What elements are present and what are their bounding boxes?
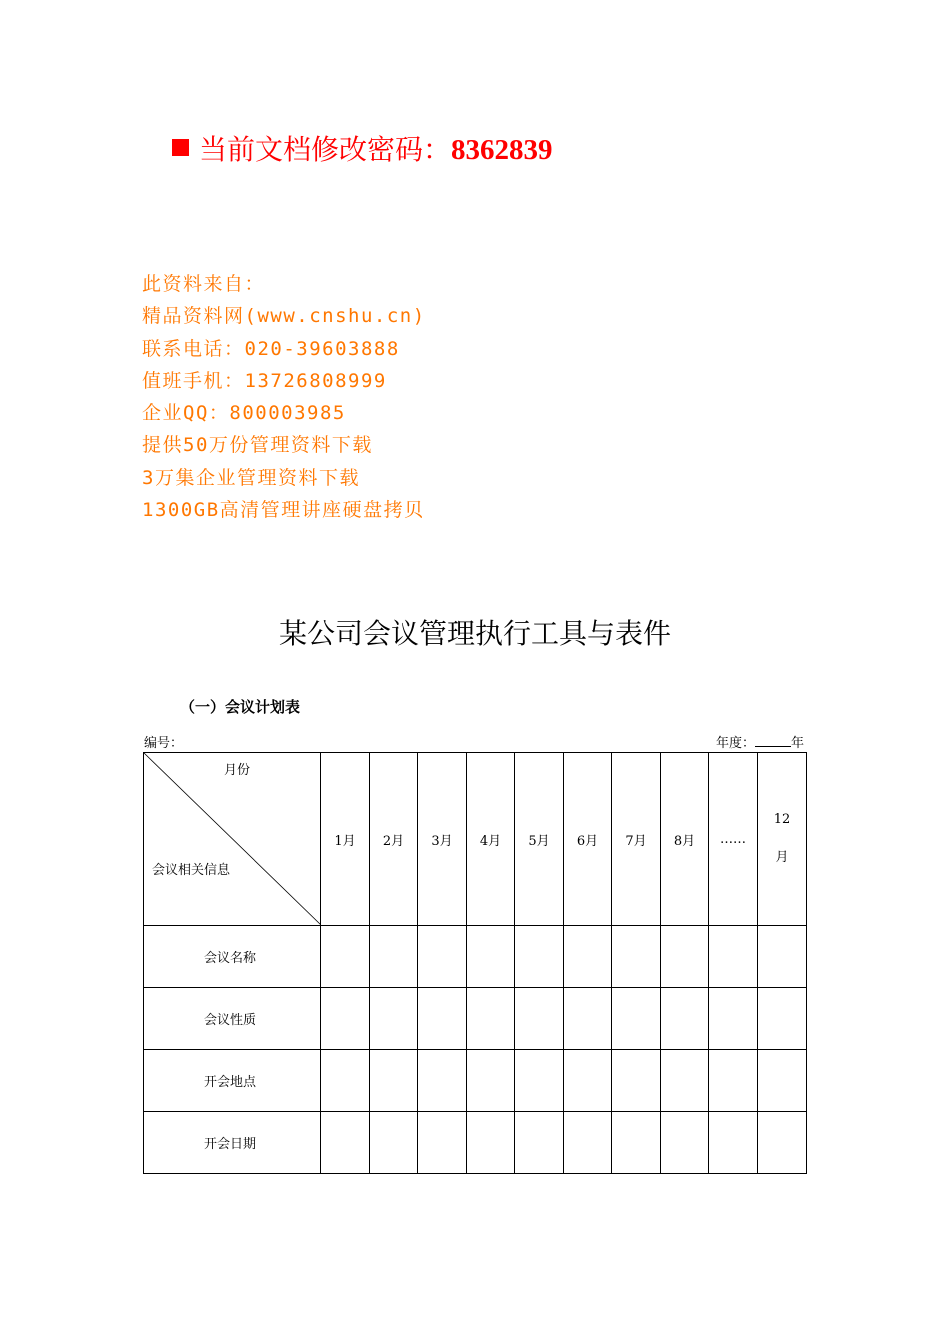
month-header: 2月 bbox=[370, 753, 418, 926]
row-label: 开会日期 bbox=[144, 1112, 321, 1174]
document-title: 某公司会议管理执行工具与表件 bbox=[278, 617, 671, 650]
month-header: 6月 bbox=[564, 753, 612, 926]
month-header: 7月 bbox=[612, 753, 661, 926]
month-header: 3月 bbox=[418, 753, 467, 926]
table-row bbox=[144, 988, 807, 1050]
source-line: 1300GB高清管理讲座硬盘拷贝 bbox=[142, 499, 425, 522]
table-cell[interactable] bbox=[418, 988, 467, 1050]
source-line: 精品资料网(www.cnshu.cn) bbox=[142, 305, 426, 328]
table-cell[interactable] bbox=[515, 1050, 564, 1112]
year-blank bbox=[755, 736, 791, 747]
source-line: 值班手机：13726808999 bbox=[142, 369, 387, 392]
number-label: 编号： bbox=[144, 736, 184, 751]
table-cell[interactable] bbox=[758, 1050, 807, 1112]
month-12-unit: 月 bbox=[775, 850, 789, 865]
source-info bbox=[142, 268, 426, 526]
table-cell[interactable] bbox=[370, 926, 418, 988]
table-cell[interactable] bbox=[661, 1050, 709, 1112]
meeting-plan-table bbox=[143, 752, 807, 1174]
table-cell[interactable] bbox=[467, 1050, 515, 1112]
table-cell[interactable] bbox=[370, 1112, 418, 1174]
month-header-ellipsis: …… bbox=[709, 753, 758, 926]
table-cell[interactable] bbox=[612, 1050, 661, 1112]
corner-month-label: 月份 bbox=[224, 763, 251, 778]
row-label: 会议名称 bbox=[144, 926, 321, 988]
table-cell[interactable] bbox=[709, 988, 758, 1050]
table-cell[interactable] bbox=[612, 1112, 661, 1174]
table-cell[interactable] bbox=[515, 926, 564, 988]
year-label: 年度： bbox=[715, 736, 755, 751]
table-cell[interactable] bbox=[758, 988, 807, 1050]
table-cell[interactable] bbox=[321, 1112, 370, 1174]
source-line: 联系电话：020-39603888 bbox=[142, 337, 400, 360]
month-header: 8月 bbox=[661, 753, 709, 926]
password-notice bbox=[172, 128, 553, 168]
table-cell[interactable] bbox=[418, 926, 467, 988]
table-cell[interactable] bbox=[709, 1112, 758, 1174]
table-cell[interactable] bbox=[321, 926, 370, 988]
source-line: 此资料来自： bbox=[142, 273, 266, 295]
table-cell[interactable] bbox=[515, 988, 564, 1050]
source-line: 企业QQ：800003985 bbox=[142, 402, 346, 425]
table-cell[interactable] bbox=[758, 926, 807, 988]
year-field bbox=[716, 732, 804, 751]
section-title: （一）会议计划表 bbox=[180, 698, 301, 716]
source-line: 3万集企业管理资料下载 bbox=[142, 466, 360, 489]
month-header-12 bbox=[758, 753, 807, 926]
year-suffix: 年 bbox=[790, 736, 804, 751]
diagonal-line bbox=[144, 753, 321, 925]
month-header: 5月 bbox=[515, 753, 564, 926]
table-cell[interactable] bbox=[467, 1112, 515, 1174]
source-line: 提供50万份管理资料下载 bbox=[142, 434, 373, 457]
month-12-number: 12 bbox=[773, 812, 791, 827]
table-cell[interactable] bbox=[661, 926, 709, 988]
table-row bbox=[144, 926, 807, 988]
table-cell[interactable] bbox=[758, 1112, 807, 1174]
table-cell[interactable] bbox=[661, 988, 709, 1050]
table-row bbox=[144, 1050, 807, 1112]
table-cell[interactable] bbox=[370, 1050, 418, 1112]
table-cell[interactable] bbox=[321, 988, 370, 1050]
row-label: 开会地点 bbox=[144, 1050, 321, 1112]
table-cell[interactable] bbox=[564, 988, 612, 1050]
table-cell[interactable] bbox=[515, 1112, 564, 1174]
table-cell[interactable] bbox=[709, 926, 758, 988]
month-header: 4月 bbox=[467, 753, 515, 926]
table-row bbox=[144, 1112, 807, 1174]
table-cell[interactable] bbox=[321, 1050, 370, 1112]
corner-cell bbox=[144, 753, 321, 926]
corner-info-label: 会议相关信息 bbox=[152, 863, 231, 878]
table-cell[interactable] bbox=[564, 926, 612, 988]
table-cell[interactable] bbox=[418, 1050, 467, 1112]
table-cell[interactable] bbox=[370, 988, 418, 1050]
table-cell[interactable] bbox=[418, 1112, 467, 1174]
row-label: 会议性质 bbox=[144, 988, 321, 1050]
password-code: 8362839 bbox=[451, 134, 553, 166]
table-cell[interactable] bbox=[467, 926, 515, 988]
month-header: 1月 bbox=[321, 753, 370, 926]
table-cell[interactable] bbox=[709, 1050, 758, 1112]
table-cell[interactable] bbox=[612, 926, 661, 988]
password-label: 当前文档修改密码： bbox=[199, 133, 452, 166]
table-cell[interactable] bbox=[467, 988, 515, 1050]
table-cell[interactable] bbox=[564, 1112, 612, 1174]
table-cell[interactable] bbox=[661, 1112, 709, 1174]
table-cell[interactable] bbox=[612, 988, 661, 1050]
red-square-icon bbox=[172, 139, 189, 156]
table-cell[interactable] bbox=[564, 1050, 612, 1112]
table-header-row bbox=[144, 753, 807, 926]
